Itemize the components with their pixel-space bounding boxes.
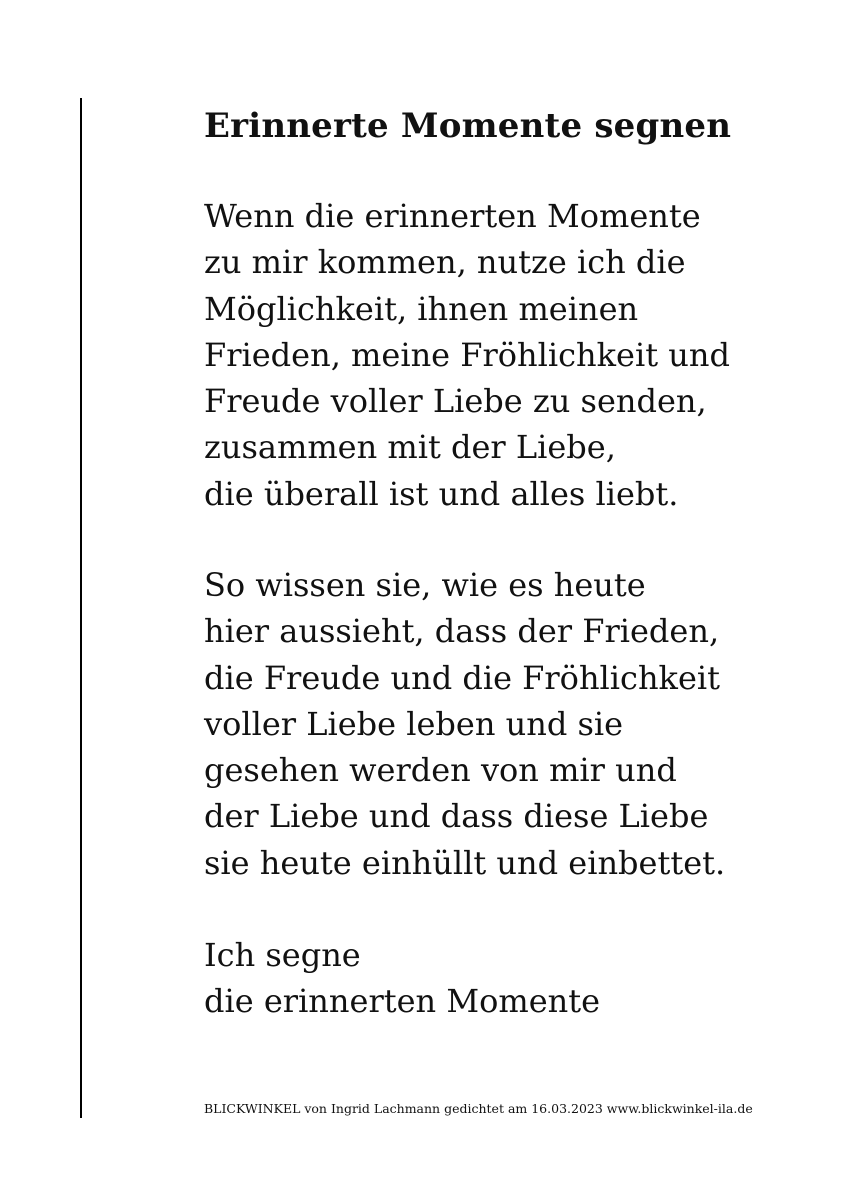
poem-line: voller Liebe leben und sie xyxy=(204,704,624,743)
poem-line: die erinnerten Momente xyxy=(204,982,601,1021)
stanza-2 xyxy=(204,562,725,886)
poem-line: Ich segne xyxy=(204,936,361,974)
poem-line: die Freude und die Fröhlichkeit xyxy=(204,658,720,697)
poem-line: So wissen sie, wie es heute xyxy=(204,566,646,604)
poem-line: gesehen werden von mir und xyxy=(204,751,677,790)
poem-line: sie heute einhüllt und einbettet. xyxy=(204,843,726,882)
poem-line: zu mir kommen, nutze ich die xyxy=(204,243,686,282)
left-margin-rule xyxy=(80,98,82,1118)
poem-title: Erinnerte Momente segnen xyxy=(204,106,732,146)
poem-line: der Liebe und dass diese Liebe xyxy=(204,797,709,836)
footer-website: www.blickwinkel-ila.de xyxy=(606,1101,753,1116)
poem-line: Möglichkeit, ihnen meinen xyxy=(204,289,639,328)
footer-date: 16.03.2023 xyxy=(531,1101,603,1116)
poem-line: zusammen mit der Liebe, xyxy=(204,428,616,467)
poem-line: die überall ist und alles liebt. xyxy=(204,474,679,513)
stanza-1 xyxy=(204,193,730,517)
poem-line: Frieden, meine Fröhlichkeit und xyxy=(204,335,730,374)
footer-credit: BLICKWINKEL von Ingrid Lachmann gedichtet am xyxy=(204,1101,528,1116)
poem-line: hier aussieht, dass der Frieden, xyxy=(204,612,720,651)
stanza-3 xyxy=(204,932,600,1025)
footer xyxy=(204,1100,753,1118)
poem-line: Freude voller Liebe zu senden, xyxy=(204,382,707,421)
poem-line: Wenn die erinnerten Momente xyxy=(204,197,701,235)
